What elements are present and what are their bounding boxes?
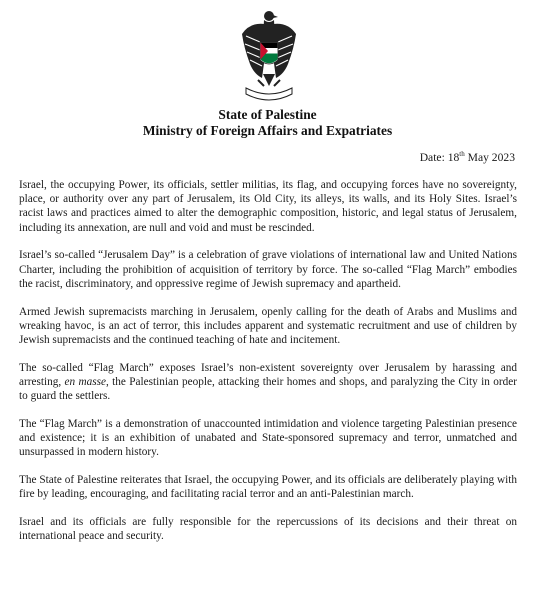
paragraph-6: The State of Palestine reiterates that Israel, the occupying Power, and its officials are deliberately playing with fire by leading, encouraging, and facilitating racial terror and an anti-Palestinian march. xyxy=(19,474,517,501)
palestine-eagle-emblem-icon xyxy=(238,8,300,104)
paragraph-1: Israel, the occupying Power, its officials, settler militias, its flag, and occupying forces have no sovereignty, place, or authority over any part of Jerusalem, its Old City, its alleys, its walls, and its Holy Sites. Israel’s racist laws and practices aimed to alter the demographic composition, historic, and legal status of Jerusalem, including its annexation, are null and void and must be rescinded. xyxy=(19,179,517,234)
ministry-name: Ministry of Foreign Affairs and Expatriates xyxy=(142,122,393,138)
document-body xyxy=(19,178,517,557)
letterhead xyxy=(0,107,535,138)
document-date: Date: 18th May 2023 xyxy=(419,150,515,164)
paragraph-3: Armed Jewish supremacists marching in Jerusalem, openly calling for the death of Arabs and Muslims and wreaking havoc, is an act of terror, this includes apparent and systematic recruitment and use of children by Jewish supremacists and the continued teaching of hate and incitement. xyxy=(19,305,517,347)
paragraph-7: Israel and its officials are fully responsible for the repercussions of its decisions and their threat on international peace and security. xyxy=(19,516,517,543)
paragraph-4: The so-called “Flag March” exposes Israel’s non-existent sovereignty over Jerusalem by harassing and arresting, en masse, the Palestinian people, attacking their homes and shops, and paralyzing the City in order to guard the settlers. xyxy=(19,361,517,403)
paragraph-2: Israel’s so-called “Jerusalem Day” is a celebration of grave violations of international law and United Nations Charter, including the prohibition of acquisition of territory by force. The so-called “Flag March” embodies the racist, discriminatory, and oppressive regime of Jewish supremacy and apartheid. xyxy=(19,249,517,290)
state-name: State of Palestine xyxy=(218,107,317,122)
paragraph-5: The “Flag March” is a demonstration of unaccounted intimidation and violence targeting Palestinian presence and existence; it is an exhibition of unabated and State-sponsored supremacy and terror, unmatched and unsurpassed in modern history. xyxy=(19,418,517,459)
